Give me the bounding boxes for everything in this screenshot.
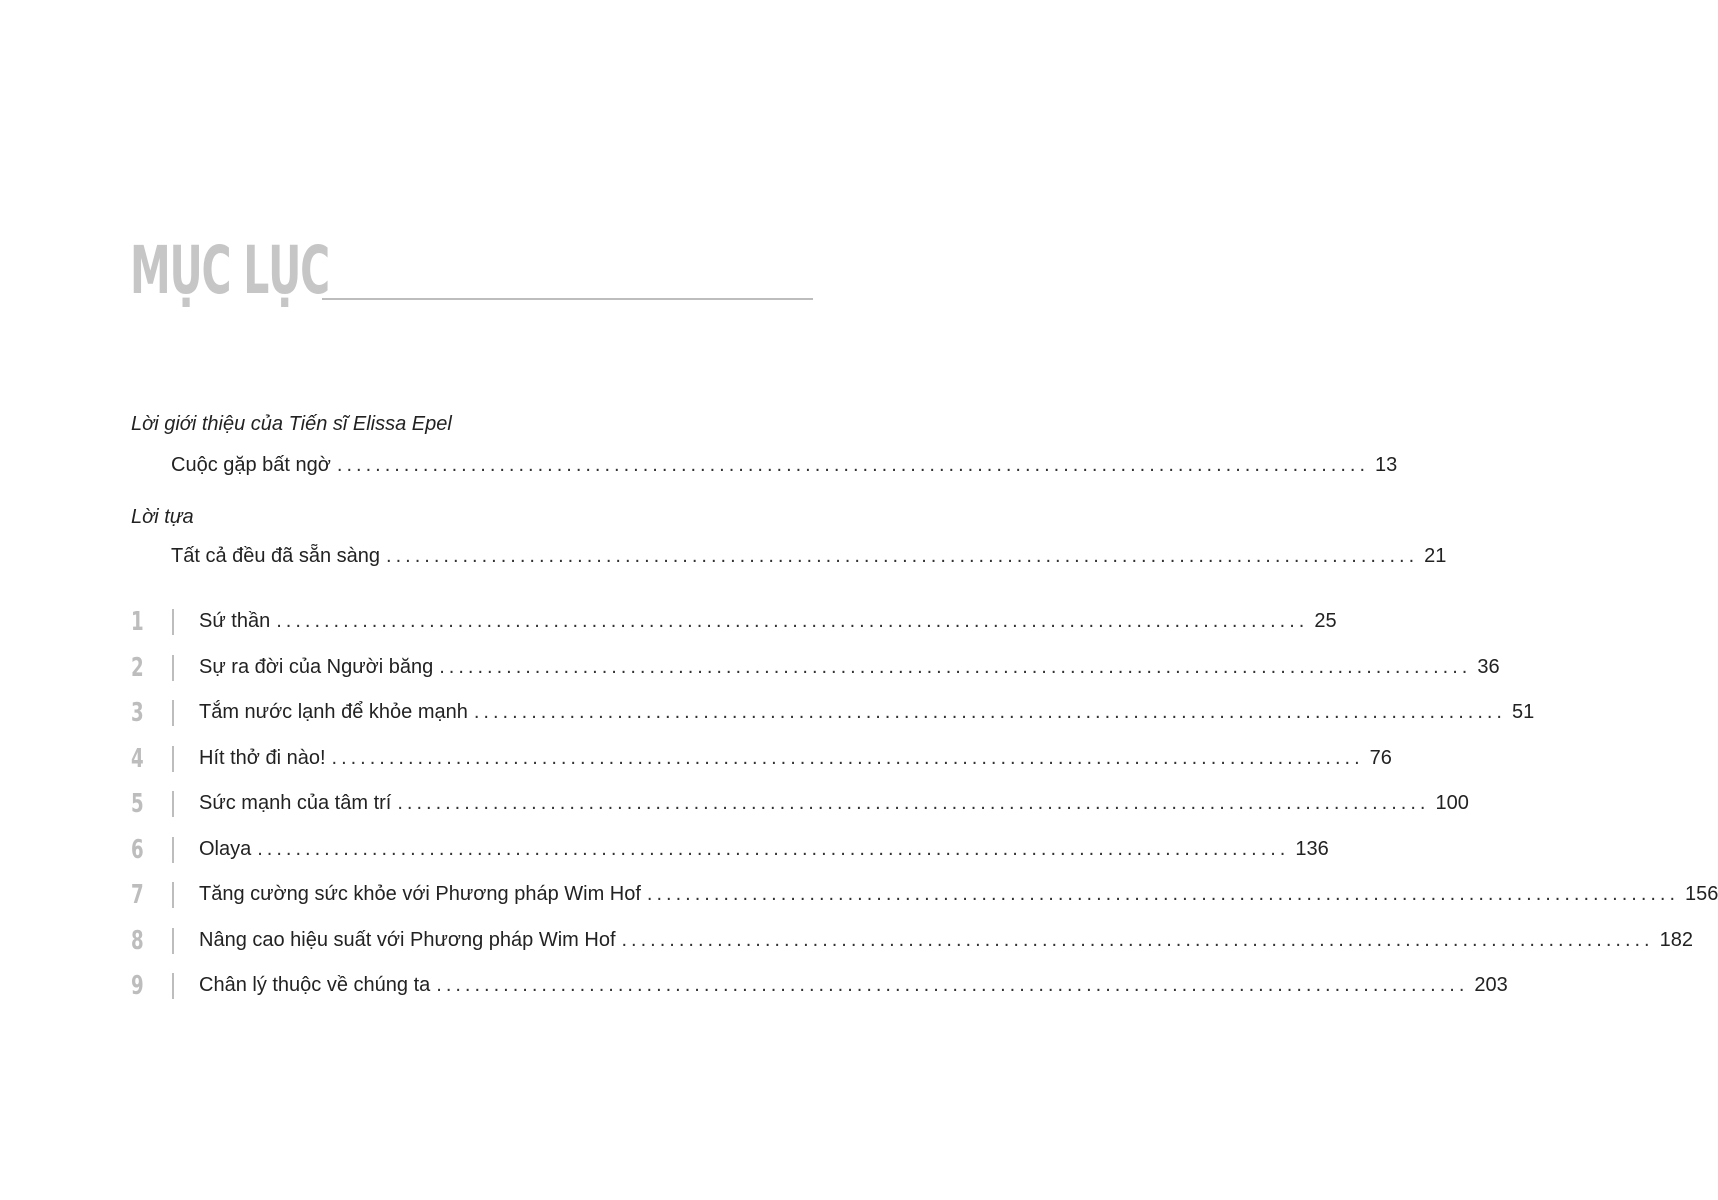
page-number: 25 — [1314, 610, 1337, 632]
dot-leader: ............................................................................................................ — [336, 454, 1370, 476]
dot-leader: ............................................................................................................ — [439, 656, 1472, 678]
chapter-title: Tắm nước lạnh để khỏe mạnh — [199, 701, 468, 723]
chapter-row-9[interactable] — [0, 971, 1508, 1003]
chapter-title: Sứ thần — [199, 610, 271, 632]
chapter-entry — [199, 609, 1337, 633]
page-number: 100 — [1435, 792, 1469, 814]
dot-leader: ............................................................................................................ — [257, 838, 1290, 860]
dot-leader: ............................................................................................................ — [386, 545, 1419, 567]
chapter-separator — [172, 609, 174, 635]
page-title: MỤC LỤC — [130, 232, 329, 309]
page-number: 21 — [1424, 545, 1447, 567]
page-number: 51 — [1512, 701, 1535, 723]
chapter-row-8[interactable] — [0, 926, 1693, 958]
chapter-title: Sức mạnh của tâm trí — [199, 792, 392, 814]
page-number: 13 — [1375, 454, 1398, 476]
chapter-title: Nâng cao hiệu suất với Phương pháp Wim Hof — [199, 929, 616, 951]
chapter-entry — [199, 700, 1535, 724]
chapter-number: 4 — [131, 744, 144, 774]
chapter-number: 1 — [131, 607, 144, 637]
chapter-entry — [199, 746, 1392, 770]
chapter-separator — [172, 700, 174, 726]
chapter-row-7[interactable] — [0, 880, 1718, 912]
dot-leader: ............................................................................................................ — [331, 747, 1364, 769]
chapter-separator — [172, 791, 174, 817]
chapter-separator — [172, 746, 174, 772]
page-number: 203 — [1474, 974, 1508, 996]
chapter-row-1[interactable] — [0, 607, 1337, 639]
chapter-title: Sự ra đời của Người băng — [199, 656, 434, 678]
chapter-row-3[interactable] — [0, 698, 1535, 730]
chapter-number: 3 — [131, 698, 144, 728]
chapter-number: 6 — [131, 835, 144, 865]
chapter-number: 5 — [131, 789, 144, 819]
dot-leader: ............................................................................................................ — [397, 792, 1430, 814]
chapter-title: Chân lý thuộc về chúng ta — [199, 974, 431, 996]
page-number: 76 — [1369, 747, 1392, 769]
chapter-separator — [172, 837, 174, 863]
chapter-row-4[interactable] — [0, 744, 1392, 776]
front-matter-heading-preface: Lời tựa — [131, 506, 194, 528]
toc-entry-all-ready[interactable] — [171, 544, 1447, 568]
dot-leader: ............................................................................................................ — [276, 610, 1309, 632]
chapter-title: Hít thở đi nào! — [199, 747, 326, 769]
chapter-entry — [199, 973, 1508, 997]
page-number: 156 — [1685, 883, 1718, 905]
page-number: 136 — [1295, 838, 1329, 860]
chapter-title: Olaya — [199, 838, 252, 860]
chapter-number: 8 — [131, 926, 144, 956]
chapter-separator — [172, 655, 174, 681]
toc-entry-label: Cuộc gặp bất ngờ — [171, 454, 331, 476]
chapter-separator — [172, 882, 174, 908]
chapter-number: 7 — [131, 880, 144, 910]
chapter-entry — [199, 882, 1718, 906]
front-matter-heading-introduction: Lời giới thiệu của Tiến sĩ Elissa Epel — [131, 413, 452, 435]
chapter-number: 2 — [131, 653, 144, 683]
toc-entry-label: Tất cả đều đã sẵn sàng — [171, 545, 381, 567]
page-number: 182 — [1659, 929, 1693, 951]
chapter-row-2[interactable] — [0, 653, 1500, 685]
chapter-separator — [172, 928, 174, 954]
chapter-separator — [172, 973, 174, 999]
chapter-entry — [199, 837, 1329, 861]
chapter-row-5[interactable] — [0, 789, 1469, 821]
toc-entry-surprise-encounter[interactable] — [171, 453, 1398, 477]
chapter-entry — [199, 655, 1500, 679]
chapter-number: 9 — [131, 971, 144, 1001]
page-number: 36 — [1477, 656, 1500, 678]
dot-leader: ............................................................................................................ — [646, 883, 1680, 905]
chapter-title: Tăng cường sức khỏe với Phương pháp Wim Hof — [199, 883, 641, 905]
dot-leader: ............................................................................................................ — [473, 701, 1506, 723]
chapter-entry — [199, 791, 1469, 815]
chapter-entry — [199, 928, 1693, 952]
dot-leader: ............................................................................................................ — [436, 974, 1469, 996]
dot-leader: ............................................................................................................ — [621, 929, 1654, 951]
title-rule — [322, 298, 813, 300]
chapter-row-6[interactable] — [0, 835, 1329, 867]
